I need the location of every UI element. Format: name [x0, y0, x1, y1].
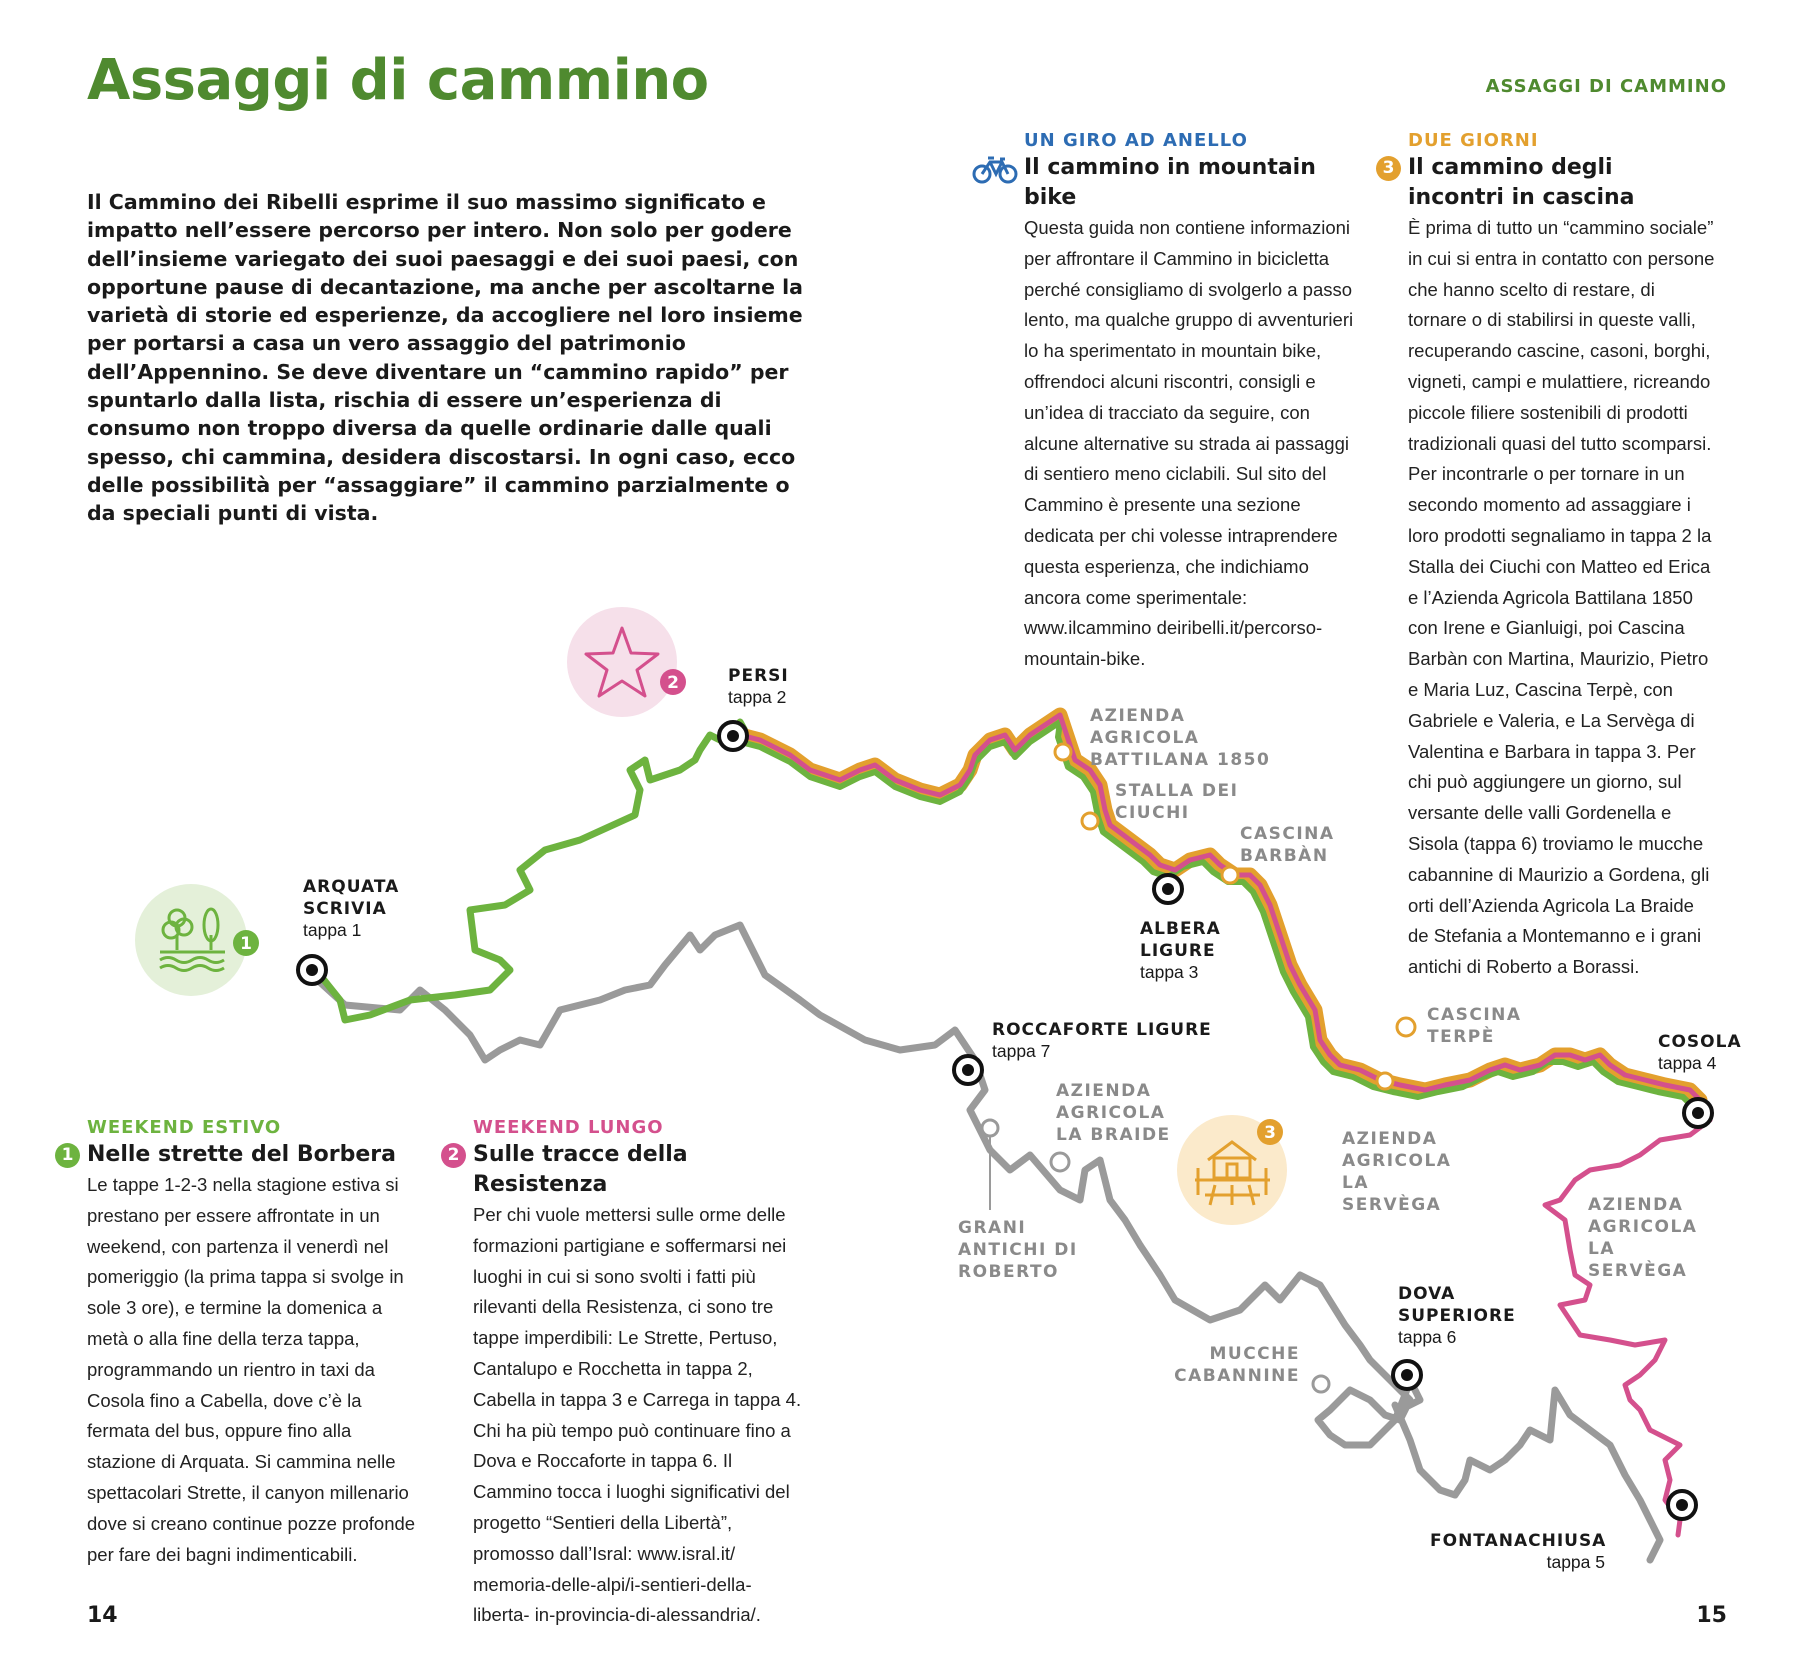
page-number-left: 14 [87, 1603, 118, 1628]
weekend-lungo-title: 2 Sulle tracce della Resistenza [473, 1140, 823, 1200]
farm-label-grani: GRANI ANTICHI DI ROBERTO [958, 1218, 1078, 1282]
section-due-giorni [1378, 130, 1718, 983]
due-giorni-kicker: DUE GIORNI [1408, 130, 1539, 151]
farm-marker-servega [1377, 1073, 1393, 1089]
weekend-lungo-kicker: WEEKEND LUNGO [473, 1117, 664, 1138]
stop-label-persi: PERSI tappa 2 [728, 666, 789, 707]
badge-3: 3 [1376, 156, 1401, 181]
stop-marker-albera [1154, 875, 1182, 903]
stop-marker-cosola [1684, 1099, 1712, 1127]
farm-marker-barban [1222, 867, 1238, 883]
green-route-stage-1 [312, 722, 750, 1020]
farm-marker-mucche [1313, 1376, 1329, 1392]
stop-marker-roccaforte [954, 1056, 982, 1084]
section-mtb [972, 130, 1362, 675]
farm-label-terpe: CASCINA TERPÈ [1427, 1005, 1522, 1047]
farm-marker-grani [982, 1120, 998, 1136]
mtb-title: Il cammino in mountain bike [1024, 153, 1362, 213]
stop-label-arquata: ARQUATA SCRIVIA tappa 1 [303, 877, 400, 940]
stop-marker-dova [1393, 1361, 1421, 1389]
mtb-kicker: UN GIRO AD ANELLO [1024, 130, 1248, 151]
mtb-text: Questa guida non contiene informazioni per affrontare il Cammino in bicicletta perché consigliamo di svolgerlo a passo lento, ma qualche gruppo di avventurieri lo ha sperimentato in mountain bike, offrendoci alcuni riscontri, consigli e un’idea di tracciato da seguire, con alcune alternative su strada ai passaggi di sentiero meno ciclabili. Sul sito del Cammino è presente una sezione dedicata per chi volesse intraprendere questa esperienza, che indichiamo ancora come sperimentale: www.ilcammino deiribelli.it/percorso-mountain-bike. [1024, 217, 1354, 670]
weekend-estivo-kicker: WEEKEND ESTIVO [87, 1117, 282, 1138]
stop-label-cosola: COSOLA tappa 4 [1658, 1032, 1742, 1073]
farm-label-battilana: AZIENDA AGRICOLA BATTILANA 1850 [1090, 706, 1271, 770]
due-giorni-text: È prima di tutto un “cammino sociale” in cui si entra in contatto con persone che hanno scelto di restare, di tornare o di stabilirsi in queste valli, recuperando cascine, casoni, borghi, vigneti, campi e mulattiere, ricreando piccole filiere sostenibili di prodotti tradizionali quasi del tutto scomparsi. Per incontrarle o per tornare in un secondo momento ad assaggiare i loro prodotti segnaliamo in tappa 2 la Stalla dei Ciuchi con Matteo ed Erica e l’Azienda Agricola Battilana 1850 con Irene e Gianluigi, poi Cascina Barbàn con Martina, Maurizio, Pietro e Maria Luz, Cascina Terpè, con Gabriele e Valeria, e La Servèga di Valentina e Barbara in tappa 3. Per chi può aggiungere un giorno, sul versante delle valli Gordenella e Sisola (tappa 6) troviamo le mucche cabannine di Maurizio a Gordena, gli orti dell’Azienda Agricola La Braide de Stefania a Montemanno e i grani antichi di Roberto a Borassi. [1408, 217, 1715, 978]
farm-label-servega-1: AZIENDA AGRICOLA LA SERVÈGA [1342, 1129, 1452, 1215]
page-title: Assaggi di cammino [87, 48, 709, 113]
farm-label-stalla: STALLA DEI CIUCHI [1115, 781, 1239, 823]
stop-label-dova: DOVA SUPERIORE tappa 6 [1398, 1284, 1516, 1347]
farm-label-braide: AZIENDA AGRICOLA LA BRAIDE [1056, 1081, 1171, 1145]
farm-label-mucche: MUCCHE CABANNINE [1174, 1344, 1300, 1386]
due-giorni-title: 3 Il cammino degli incontri in cascina [1408, 153, 1638, 213]
badge-2-map-label: 2 [667, 673, 679, 693]
farm-label-barban: CASCINA BARBÀN [1240, 824, 1335, 866]
weekend-estivo-text: Le tappe 1-2-3 nella stagione estiva si prestano per essere affrontate in un weekend, con partenza il venerdì nel pomeriggio (la prima tappa si svolge in sole 3 ore), e termine la domenica a metà o alla fine della terza tappa, programmando un rientro in taxi da Cosola fino a Cabella, dove c’è la fermata del bus, oppure fino alla stazione di Arquata. Si cammina nelle spettacolari Strette, il canyon millenario dove si creano continue pozze profonde per fare dei bagni indimenticabili. [87, 1174, 416, 1565]
farm-marker-stalla [1082, 813, 1098, 829]
weekend-lungo-text: Per chi vuole mettersi sulle orme delle formazioni partigiane e soffermarsi nei luoghi in cui si sono svolti i fatti più rilevanti della Resistenza, ci sono tre tappe imperdibili: Le Strette, Pertuso, Cantalupo e Rocchetta in tappa 2, Cabella in tappa 3 e Carrega in tappa 4. Chi ha più tempo può continuare fino a Dova e Roccaforte in tappa 6. Il Cammino tocca i luoghi significativi del progetto “Sentieri della Libertà”, promosso dall’Isral: www.isral.it/ memoria-delle-alpi/i-sentieri-della-liberta- in-provincia-di-alessandria/. [473, 1204, 802, 1626]
badge-2: 2 [441, 1143, 466, 1168]
stop-label-roccaforte: ROCCAFORTE LIGURE tappa 7 [992, 1020, 1212, 1061]
farm-marker-braide [1051, 1153, 1069, 1171]
badge-1-map-label: 1 [240, 934, 252, 954]
magenta-route-south [1545, 1110, 1710, 1535]
section-weekend-lungo [443, 1117, 823, 1631]
farm-marker-battilana [1055, 744, 1071, 760]
bicycle-icon [972, 155, 1018, 185]
farm-label-servega-2: AZIENDA AGRICOLA LA SERVÈGA [1588, 1195, 1698, 1281]
intro-paragraph: Il Cammino dei Ribelli esprime il suo massimo significato e impatto nell’essere percorso per intero. Non solo per godere dell’insieme variegato dei suoi paesaggi e dei suoi paesi, con opportune pause di decantazione, ma anche per ascoltarne la varietà di storie ed esperienze, da accogliere nel loro insieme per portarsi a casa un vero assaggio del patrimonio dell’Appennino. Se deve diventare un “cammino rapido” per spuntarlo dalla lista, rischia di essere un’esperienza di consumo non troppo diversa da quelle ordinarie dalle quali spesso, chi cammina, desidera discostarsi. In ogni caso, ecco delle possibilità per “assaggiare” il cammino parzialmente o da speciali punti di vista. [87, 190, 803, 526]
stop-marker-arquata [298, 956, 326, 984]
star-icon [567, 607, 677, 717]
stop-label-fontanachiusa: FONTANACHIUSA tappa 5 [1430, 1531, 1607, 1572]
weekend-estivo-title: 1 Nelle strette del Borbera [87, 1140, 427, 1170]
running-head: ASSAGGI DI CAMMINO [1485, 76, 1727, 97]
stop-label-albera: ALBERA LIGURE tappa 3 [1140, 919, 1221, 982]
page-number-right: 15 [1696, 1603, 1727, 1628]
section-weekend-estivo [57, 1117, 427, 1570]
landscape-icon [135, 884, 247, 996]
badge-3-map-label: 3 [1264, 1123, 1276, 1143]
farm-marker-terpe [1397, 1018, 1415, 1036]
stop-marker-fontanachiusa [1668, 1491, 1696, 1519]
badge-1: 1 [55, 1143, 80, 1168]
stop-marker-persi [719, 722, 747, 750]
